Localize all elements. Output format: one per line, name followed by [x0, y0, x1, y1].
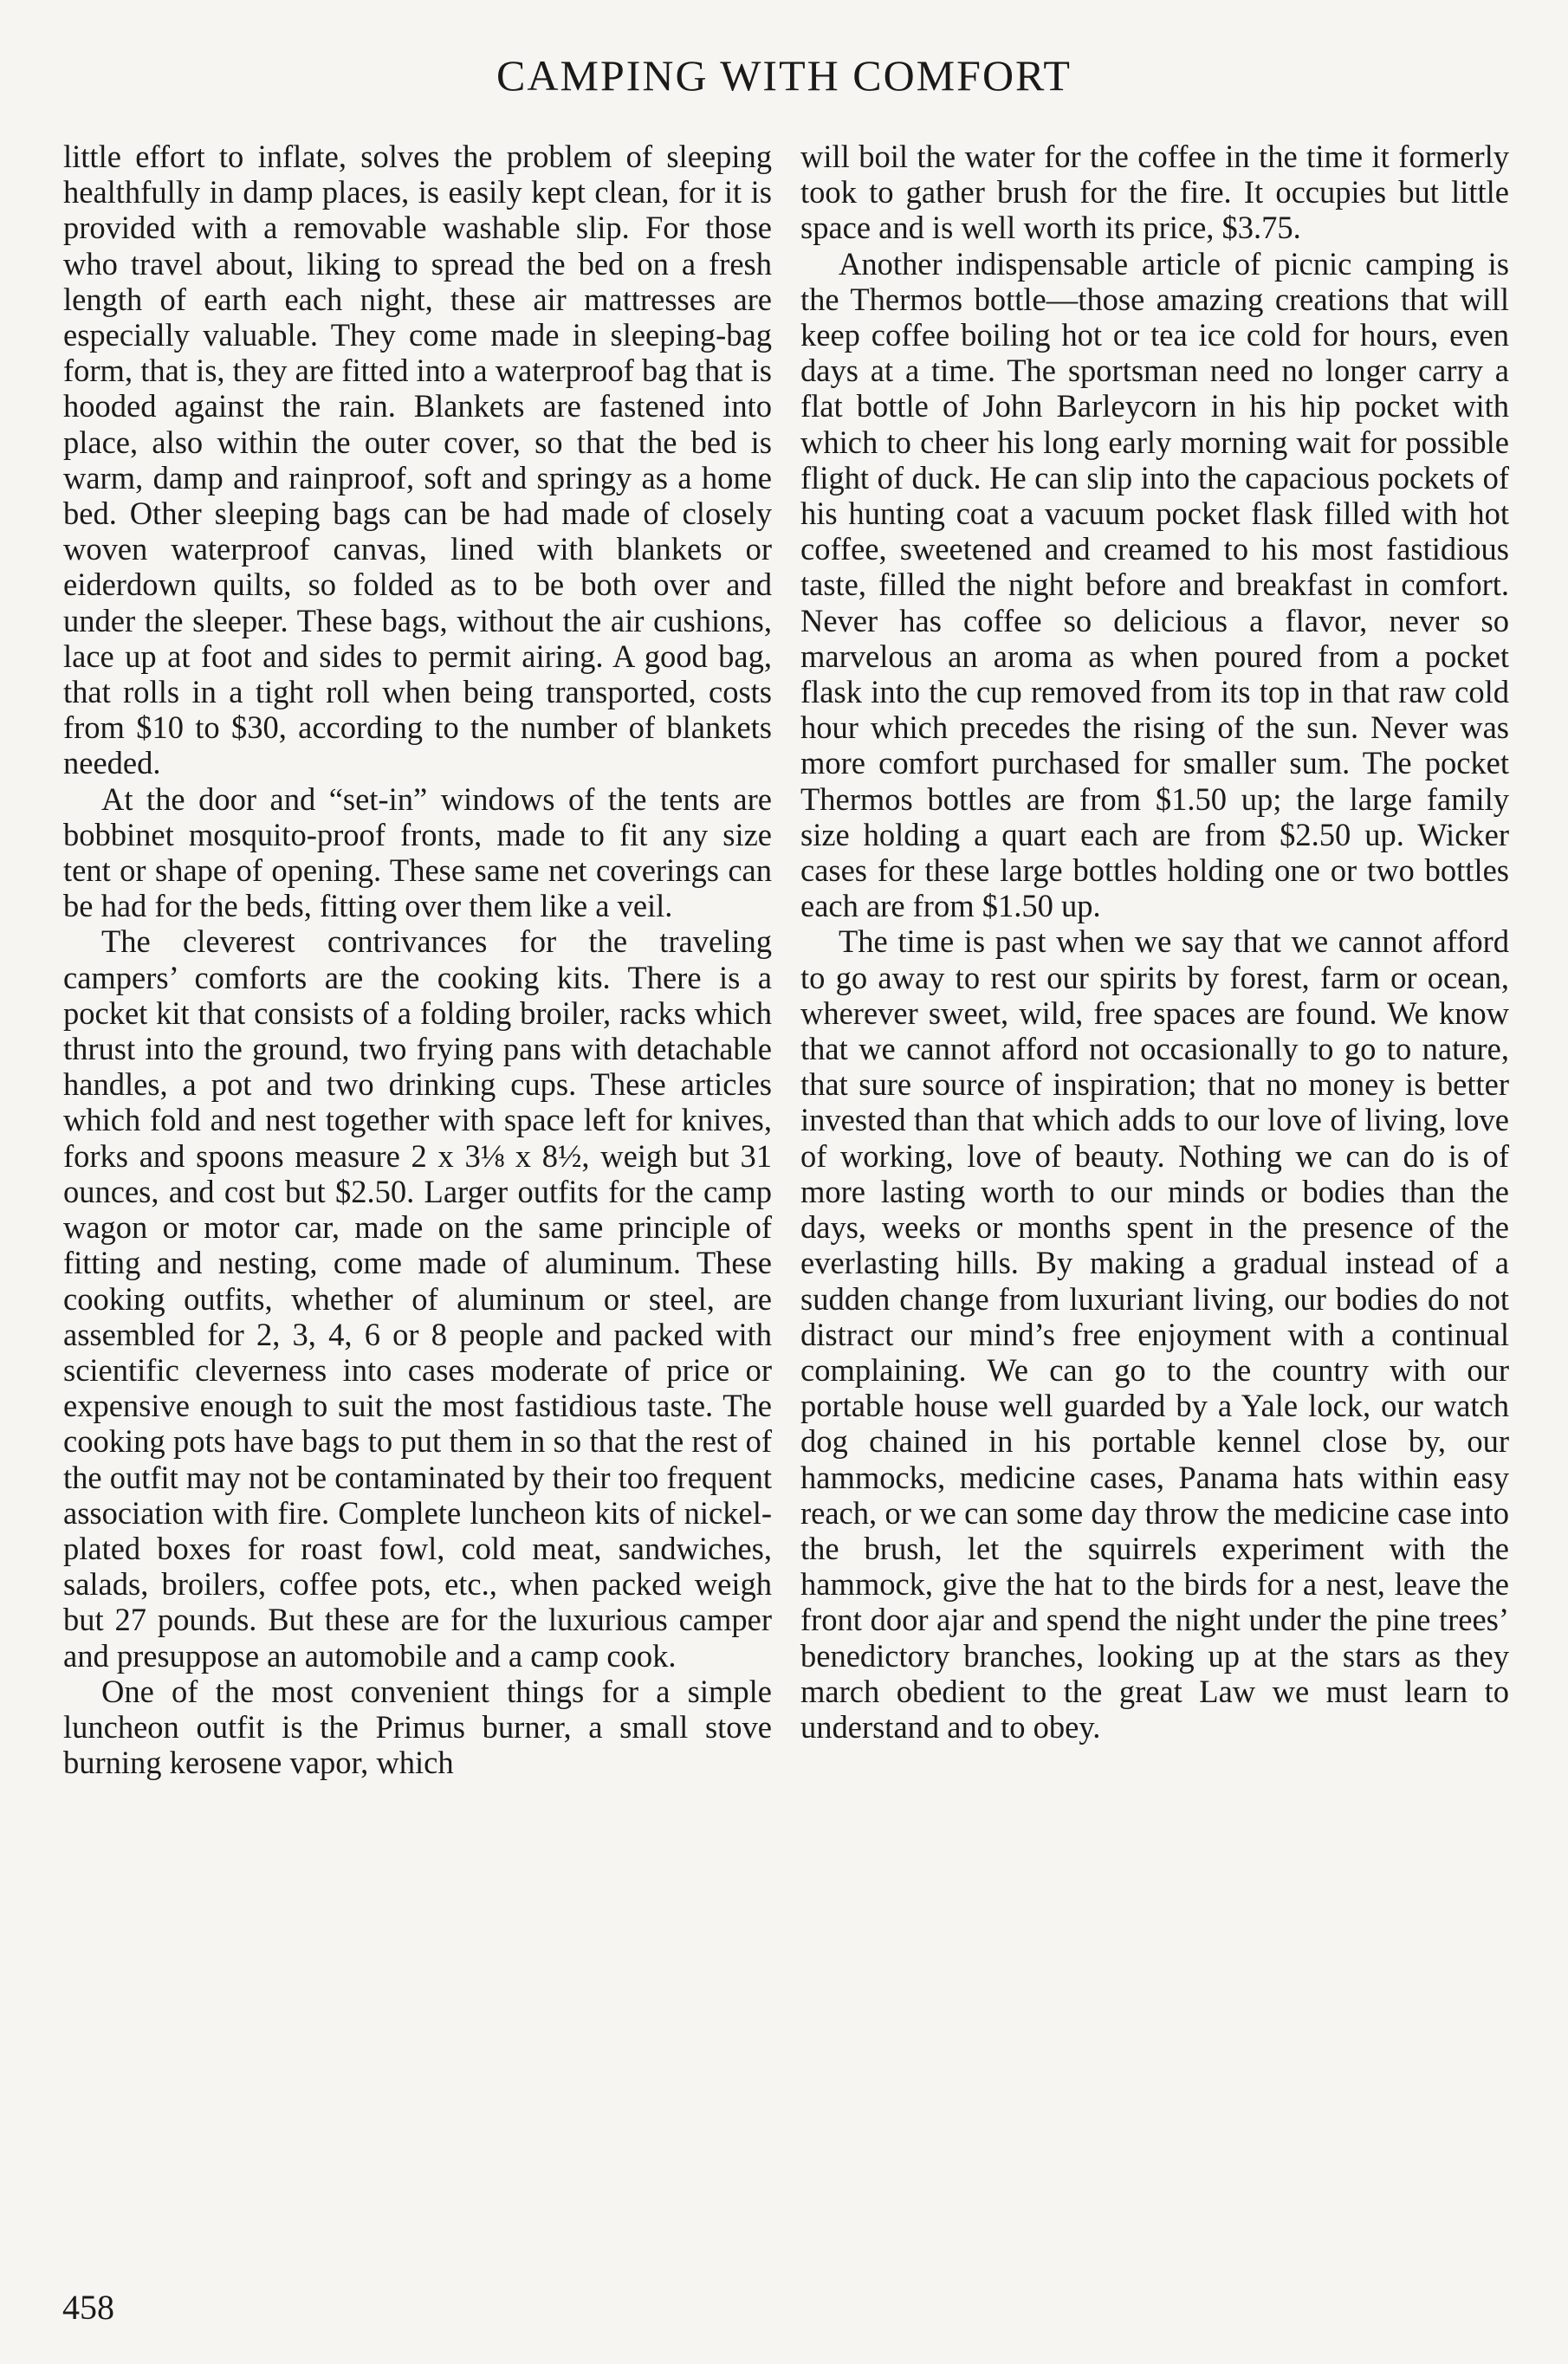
page-number: 458 [62, 2288, 114, 2327]
paragraph: The cleverest contrivances for the traveling campers’ comforts are the cooking kits. There is a pocket kit that consists of a folding broiler, racks which thrust into the ground, two frying pans with detachable handles, a pot and two drinking cups. These articles which fold and nest together with space left for knives, forks and spoons measure 2 x 3⅛ x 8½, weigh but 31 ounces, and cost but $2.50. Larger outfits for the camp wagon or motor car, made on the same principle of fitting and nesting, come made of aluminum. These cooking outfits, whether of aluminum or steel, are assembled for 2, 3, 4, 6 or 8 people and packed with scientific cleverness into cases moderate of price or expensive enough to suit the most fastidious taste. The cooking pots have bags to put them in so that the rest of the outfit may not be contaminated by their too frequent association with fire. Complete luncheon kits of nickel-plated boxes for roast fowl, cold meat, sandwiches, salads, broilers, coffee pots, etc., when packed weigh but 27 pounds. But these are for the luxurious camper and presuppose an automobile and a camp cook. [63, 923, 772, 1674]
paragraph: At the door and “set-in” windows of the tents are bobbinet mosquito-proof fronts, made to fit any size tent or shape of opening. These same net coverings can be had for the beds, fitting over them like a veil. [63, 780, 772, 924]
paragraph: Another indispensable article of picnic camping is the Thermos bottle—those amazing creations that will keep coffee boiling hot or tea ice cold for hours, even days at a time. The sportsman need no longer carry a flat bottle of John Barleycorn in his hip pocket with which to cheer his long early morning wait for possible flight of duck. He can slip into the capacious pockets of his hunting coat a vacuum pocket flask filled with hot coffee, sweetened and creamed to his most fastidious taste, filled the night before and breakfast in comfort. Never has coffee so delicious a flavor, never so marvelous an aroma as when poured from a pocket flask into the cup removed from its top in that raw cold hour which precedes the rising of the sun. Never was more comfort purchased for smaller sum. The pocket Thermos bottles are from $1.50 up; the large family size holding a quart each are from $2.50 up. Wicker cases for these large bottles holding one or two bottles each are from $1.50 up. [800, 245, 1509, 924]
paragraph: The time is past when we say that we cannot afford to go away to rest our spirits by forest, farm or ocean, wherever sweet, wild, free spaces are found. We know that we cannot afford not occasionally to go to nature, that sure source of inspiration; that no money is better invested than that which adds to our love of living, love of working, love of beauty. Nothing we can do is of more lasting worth to our minds or bodies than the days, weeks or months spent in the presence of the everlasting hills. By making a gradual instead of a sudden change from luxuriant living, our bodies do not distract our mind’s free enjoyment with a continual complaining. We can go to the country with our portable house well guarded by a Yale lock, our watch dog chained in his portable kennel close by, our hammocks, medicine cases, Panama hats within easy reach, or we can some day throw the medicine case into the brush, let the squirrels experiment with the hammock, give the hat to the birds for a nest, leave the front door ajar and spend the night under the pine trees’ benedictory branches, looking up at the stars as they march obedient to the great Law we must learn to understand and to obey. [800, 923, 1509, 1745]
paragraph: One of the most convenient things for a simple luncheon outfit is the Primus burner, a small stove burning kerosene vapor, which [63, 1673, 772, 1781]
left-column [63, 139, 772, 1780]
paragraph: little effort to inflate, solves the problem of sleeping healthfully in damp places, is easily kept clean, for it is provided with a removable washable slip. For those who travel about, liking to spread the bed on a fresh length of earth each night, these air mattresses are especially valuable. They come made in sleeping-bag form, that is, they are fitted into a waterproof bag that is hooded against the rain. Blankets are fastened into place, also within the outer cover, so that the bed is warm, damp and rainproof, soft and springy as a home bed. Other sleeping bags can be had made of closely woven waterproof canvas, lined with blankets or eiderdown quilts, so folded as to be both over and under the sleeper. These bags, without the air cushions, lace up at foot and sides to permit airing. A good bag, that rolls in a tight roll when being transported, costs from $10 to $30, according to the number of blankets needed. [63, 139, 772, 781]
running-head: CAMPING WITH COMFORT [496, 51, 1072, 100]
right-column [800, 139, 1509, 1745]
paragraph: will boil the water for the coffee in the time it formerly took to gather brush for the fire. It occupies but little space and is well worth its price, $3.75. [800, 139, 1509, 246]
